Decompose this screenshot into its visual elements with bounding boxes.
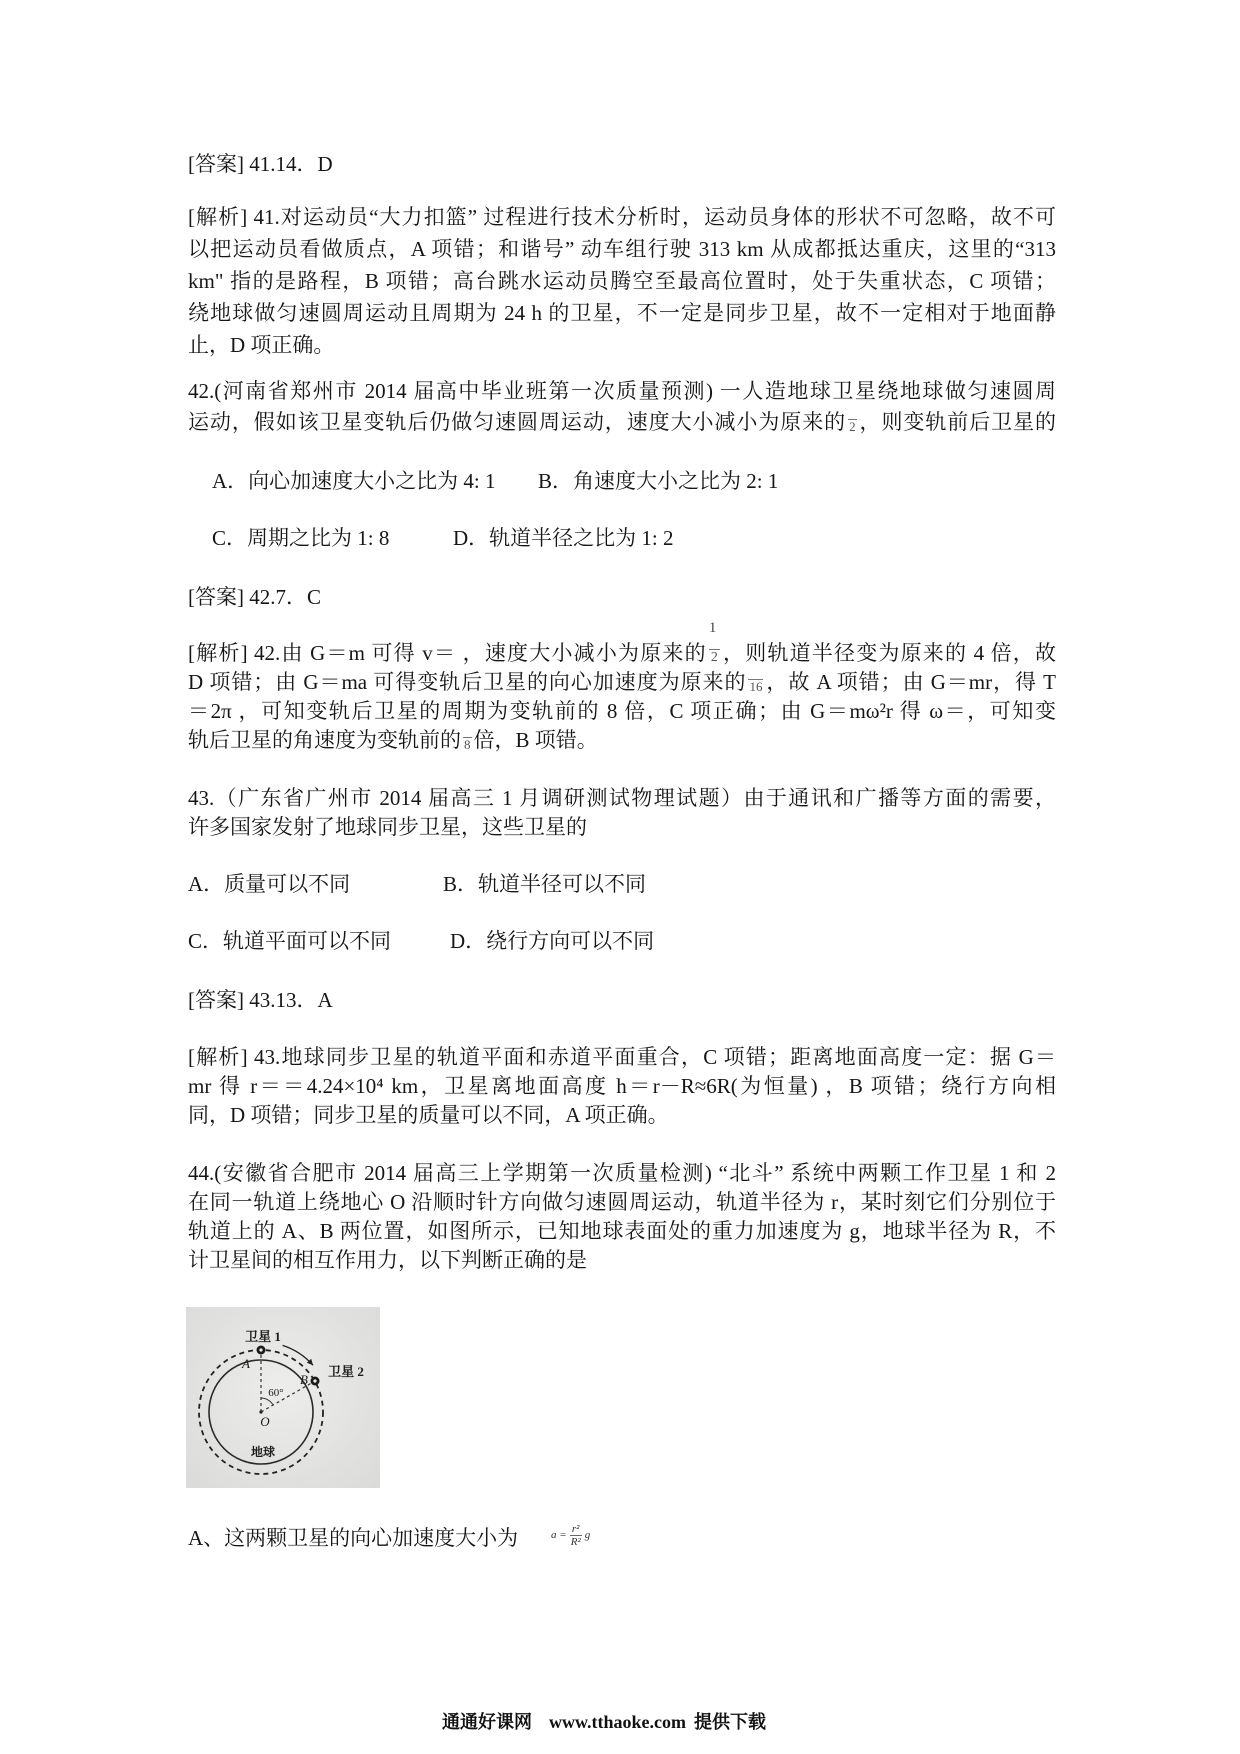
analysis-43-line-2: mr 得 r＝＝4.24×10⁴ km，卫星离地面高度 h＝r－R≈6R(为恒量) ，B 项错；绕行方向相 bbox=[188, 1074, 1056, 1098]
fraction-numerator: 1 bbox=[708, 620, 717, 636]
question-42-line-2-tail: ，则变轨前后卫星的 bbox=[858, 410, 1057, 434]
analysis-41-line-2: 以把运动员看做质点，A 项错；和谐号” 动车组行驶 313 km 从成都抵达重庆，这里的“313 bbox=[188, 237, 1056, 261]
question-44-line-2: 在同一轨道上绕地心 O 沿顺时针方向做匀速圆周运动，轨道半径为 r，某时刻它们分别位于 bbox=[188, 1190, 1056, 1214]
answer-41: [答案] 41.14．D bbox=[188, 152, 333, 176]
satellite-1-icon bbox=[257, 1346, 266, 1355]
question-44-line-4: 计卫星间的相互作用力，以下判断正确的是 bbox=[188, 1248, 587, 1272]
question-43-line-1: 43.（广东省广州市 2014 届高三 1 月调研测试物理试题）由于通讯和广播等方面的需要， bbox=[188, 786, 1056, 810]
satellite-1-label: 卫星 1 bbox=[245, 1329, 281, 1344]
analysis-42-line-2-tail: ，故 A 项错；由 G＝mr，得 T bbox=[765, 670, 1057, 694]
analysis-42-line-3: ＝2π ，可知变轨后卫星的周期为变轨前的 8 倍，C 项正确；由 G＝mω²r 得 ω＝，可知变 bbox=[188, 699, 1056, 723]
point-b-label: B bbox=[300, 1372, 308, 1387]
analysis-42-line-1-tail: ，则轨道半径变为原来的 4 倍，故 bbox=[721, 641, 1056, 665]
question-44-option-a: A、这两颗卫星的向心加速度大小为 bbox=[188, 1526, 519, 1550]
answer-42: [答案] 42.7．C bbox=[188, 585, 321, 609]
analysis-42-line-2 bbox=[188, 667, 1056, 697]
question-42-option-d: D．轨道半径之比为 1: 2 bbox=[453, 526, 674, 550]
analysis-42-line-4-tail: 倍，B 项错。 bbox=[473, 728, 598, 752]
analysis-41-line-1: [解析] 41.对运动员“大力扣篮” 过程进行技术分析时，运动员身体的形状不可忽略，故不可 bbox=[188, 205, 1056, 229]
footer-site-name: 通通好课网 bbox=[442, 1712, 532, 1732]
question-44-line-3: 轨道上的 A、B 两位置，如图所示，已知地球表面处的重力加速度为 g，地球半径为 R，不 bbox=[188, 1219, 1056, 1243]
orbit-diagram bbox=[186, 1307, 380, 1488]
formula-lhs: a = bbox=[551, 1529, 567, 1541]
fraction-denominator: 2 bbox=[849, 419, 856, 434]
question-44-line-1: 44.(安徽省合肥市 2014 届高三上学期第一次质量检测) “北斗” 系统中两颗工作卫星 1 和 2 bbox=[188, 1161, 1056, 1185]
formula-denominator: R² bbox=[570, 1535, 581, 1548]
analysis-42-line-4 bbox=[188, 725, 1056, 755]
analysis-42-line-4-text: 轨后卫星的角速度为变轨前的 bbox=[188, 728, 461, 752]
fraction-denominator: 8 bbox=[464, 737, 471, 752]
angle-label: 60° bbox=[268, 1387, 284, 1399]
fraction-denominator: 16 bbox=[749, 679, 763, 694]
question-42-option-a: A．向心加速度大小之比为 4: 1 bbox=[212, 469, 496, 493]
question-43-option-d: D．绕行方向可以不同 bbox=[450, 929, 655, 953]
footer-suffix: 提供下载 bbox=[694, 1712, 766, 1732]
question-43-option-c: C．轨道平面可以不同 bbox=[188, 929, 392, 953]
analysis-43-line-3: 同，D 项错；同步卫星的质量可以不同，A 项正确。 bbox=[188, 1103, 669, 1127]
question-42-line-2 bbox=[188, 407, 1056, 437]
acceleration-formula bbox=[551, 1518, 590, 1552]
earth-label: 地球 bbox=[250, 1445, 276, 1459]
question-42-option-b: B．角速度大小之比为 2: 1 bbox=[538, 469, 779, 493]
analysis-42-line-1-text: [解析] 42.由 G＝m 可得 v＝ ，速度大小减小为原来的 bbox=[188, 641, 707, 665]
analysis-41-line-4: 绕地球做匀速圆周运动且周期为 24 h 的卫星，不一定是同步卫星，故不一定相对于地面静 bbox=[188, 301, 1056, 325]
satellite-2-icon bbox=[311, 1377, 320, 1386]
formula-tail: g bbox=[584, 1529, 591, 1541]
analysis-42-line-1 bbox=[188, 620, 1056, 668]
analysis-41-line-5: 止，D 项正确。 bbox=[188, 333, 335, 357]
question-42-line-2-text: 运动，假如该卫星变轨后仍做匀速圆周运动，速度大小减小为原来的 bbox=[188, 410, 847, 434]
question-42-option-c: C．周期之比为 1: 8 bbox=[212, 526, 390, 550]
analysis-42-line-2-text: D 项错；由 G＝ma 可得变轨后卫星的向心加速度为原来的 bbox=[188, 670, 747, 694]
question-43-option-a: A．质量可以不同 bbox=[188, 872, 351, 896]
fraction-denominator: 2 bbox=[710, 650, 718, 665]
satellite-2-label: 卫星 2 bbox=[328, 1364, 364, 1379]
fraction bbox=[708, 620, 720, 665]
answer-43: [答案] 43.13．A bbox=[188, 988, 333, 1012]
orbit-figure bbox=[186, 1307, 380, 1488]
question-43-option-b: B．轨道半径可以不同 bbox=[443, 872, 647, 896]
point-a-label: A bbox=[242, 1356, 250, 1371]
page-footer bbox=[442, 1709, 766, 1735]
analysis-41-line-3: km" 指的是路程，B 项错；高台跳水运动员腾空至最高位置时，处于失重状态，C 项错； bbox=[188, 269, 1056, 293]
analysis-43-line-1: [解析] 43.地球同步卫星的轨道平面和赤道平面重合，C 项错；距离地面高度一定：据 G＝ bbox=[188, 1045, 1056, 1069]
question-42-line-1: 42.(河南省郑州市 2014 届高中毕业班第一次质量预测) 一人造地球卫星绕地球做匀速圆周 bbox=[188, 379, 1056, 403]
footer-url: www.tthaoke.com bbox=[549, 1712, 686, 1732]
formula-numerator: r² bbox=[571, 1522, 580, 1535]
question-43-line-2: 许多国家发射了地球同步卫星，这些卫星的 bbox=[188, 815, 587, 839]
formula-fraction bbox=[570, 1523, 582, 1548]
center-o-label: O bbox=[260, 1414, 270, 1429]
angle-arc bbox=[261, 1398, 273, 1405]
